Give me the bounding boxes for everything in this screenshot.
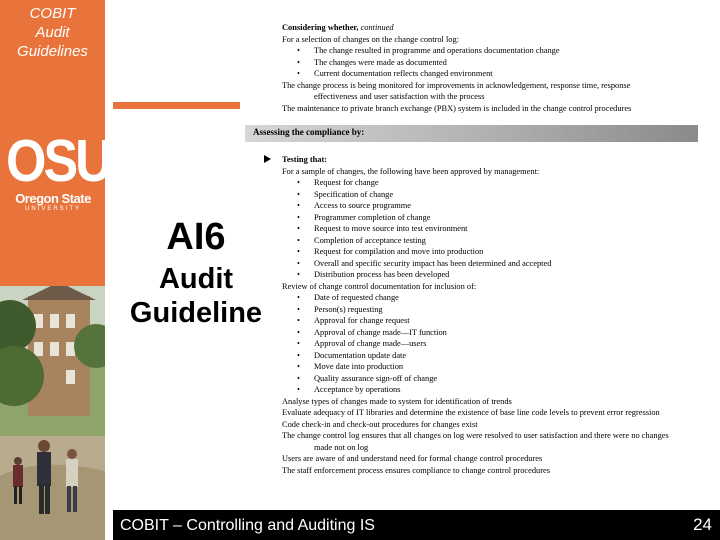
- slide-subtitle: Audit Guideline: [129, 263, 263, 329]
- header-line: Audit: [35, 24, 70, 41]
- bullet-item: • Request for compilation and move into production: [282, 246, 669, 258]
- bullet-item: • Access to source programme: [282, 200, 669, 212]
- osu-logo-subtitle: UNIVERSITY: [24, 206, 81, 212]
- doc-line: Code check-in and check-out procedures for changes exist: [282, 419, 478, 429]
- doc-line: Review of change control documentation for inclusion of:: [282, 281, 477, 291]
- bullet-item: • The changes were made as documented: [282, 57, 631, 69]
- page-number: 24: [693, 515, 712, 534]
- considering-whether-section: [282, 22, 631, 114]
- bullet-item: • Specification of change: [282, 189, 669, 201]
- doc-line-continued: effectiveness and user satisfaction with the process: [314, 92, 485, 101]
- osu-logo: [6, 128, 110, 218]
- section-heading: [282, 22, 631, 34]
- bullet-item: • Approval of change made—users: [282, 338, 669, 350]
- bullet-item: • Documentation update date: [282, 350, 669, 362]
- doc-line: Analyse types of changes made to system for identification of trends: [282, 396, 512, 406]
- doc-line-continued: made not on log: [314, 442, 369, 452]
- header-line: Guidelines: [17, 43, 88, 60]
- header-line: COBIT: [29, 5, 76, 22]
- bullet-item: • Programmer completion of change: [282, 212, 669, 224]
- bullet-item: • Acceptance by operations: [282, 384, 669, 396]
- bullet-item: • Distribution process has been developed: [282, 269, 669, 281]
- doc-line: The maintenance to private branch exchange (PBX) system is included in the change control procedures: [282, 103, 632, 113]
- footer-bar: [113, 510, 720, 540]
- assessment-section-bar: [245, 125, 698, 142]
- bullet-item: • Current documentation reflects changed environment: [282, 68, 631, 80]
- cobit-audit-guidelines-header: [0, 0, 105, 61]
- osu-logo-letters: OSU: [6, 128, 110, 195]
- bullet-item: • Move date into production: [282, 361, 669, 373]
- doc-line: For a selection of changes on the change control log:: [282, 34, 459, 44]
- bullet-item: • Approval for change request: [282, 315, 669, 327]
- section-heading: Testing that:: [282, 155, 328, 164]
- bullet-item: • Overall and specific security impact has been determined and accepted: [282, 258, 669, 270]
- bullet-item: • Request to move source into test environment: [282, 223, 669, 235]
- accent-bar: [113, 102, 240, 109]
- doc-line: Evaluate adequacy of IT libraries and determine the existence of base line code levels to prevent error regression: [282, 408, 660, 417]
- testing-that-section: [282, 154, 669, 476]
- doc-line: The staff enforcement process ensures compliance to change control procedures: [282, 465, 550, 475]
- doc-line: Users are aware of and understand need for formal change control procedures: [282, 454, 543, 463]
- osu-logo-name: Oregon State: [15, 191, 91, 206]
- doc-line: The change control log ensures that all changes on log were resolved to user satisfaction and there were no changes: [282, 431, 669, 440]
- bullet-item: • The change resulted in programme and operations documentation change: [282, 45, 631, 57]
- campus-photo-illustration: [0, 286, 105, 540]
- doc-line: For a sample of changes, the following have been approved by management:: [282, 166, 540, 176]
- bullet-item: • Completion of acceptance testing: [282, 235, 669, 247]
- section-heading-text: Considering whether, continued: [282, 23, 394, 32]
- bullet-item: • Request for change: [282, 177, 669, 189]
- bullet-item: • Person(s) requesting: [282, 304, 669, 316]
- doc-line: The change process is being monitored for improvements in acknowledgement, response time, response: [282, 80, 631, 90]
- footer-title: COBIT – Controlling and Auditing IS: [120, 517, 375, 534]
- campus-photo: [0, 286, 105, 540]
- assessment-section-label: Assessing the compliance by:: [253, 127, 365, 137]
- slide-title: AI6: [166, 216, 226, 258]
- bullet-item: • Date of requested change: [282, 292, 669, 304]
- continued-marker: continued: [360, 23, 394, 32]
- bullet-item: • Approval of change made—IT function: [282, 327, 669, 339]
- bullet-item: • Quality assurance sign-off of change: [282, 373, 669, 385]
- arrow-marker-icon: [264, 155, 271, 163]
